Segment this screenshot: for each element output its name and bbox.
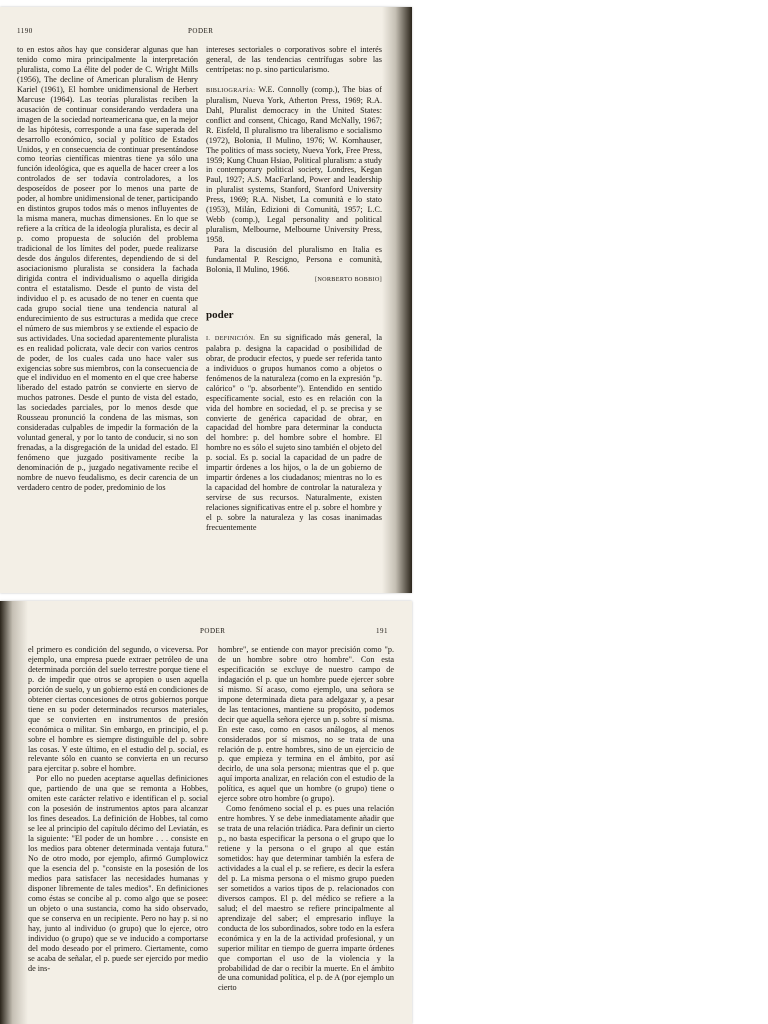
page-number: 191: [376, 627, 388, 635]
lower-book-page: [0, 601, 412, 1024]
definition: [206, 333, 382, 533]
paragraph: el primero es condición del segundo, o viceversa. Por ejemplo, una empresa puede extraer petróleo de una determinada porción del suelo terrestre porque tiene el p. de impedir que otros se apropien o usen aquella porción de suelo, y un gobierno está en condiciones de obtener ciertas concesiones de otros gobiernos porque tiene en su poder determinados recursos materiales, que se convierten en instrumentos de presión económica o militar. Sin embargo, en principio, el p. sobre el hombre es siempre distinguible del p. sobre las cosas. Y este último, en el estudio del p. social, es relevante sólo en cuanto se convierta en un recurso para ejercitar p. sobre el hombre.: [28, 645, 208, 774]
author-signature: [NORBERTO BOBBIO]: [314, 275, 382, 283]
book-spine-shadow: [0, 601, 28, 1024]
page-number: 1190: [17, 27, 33, 35]
paragraph: Por ello no pueden aceptarse aquellas definiciones que, partiendo de una que se remonta a Hobbes, omiten este carácter relativo e identifican el p. social con la posesión de instrumentos aptos para alcanzar los fines deseados. La definición de Hobbes, tal como se lee al principio del capítulo décimo del Leviatán, es la siguiente: "El poder de un hombre . . . consiste en los medios para obtener determinada ventaja futura." No de otro modo, por ejemplo, afirmó Gumplowicz que la esencia del p. "consiste en la posesión de los medios para satisfacer las necesidades humanas y disponer libremente de tales medios". En definiciones como éstas se concibe al p. como algo que se posee: un objeto o una sustancia, como ha sido observado, que se conserva en un recipiente. Pero no hay p. si no hay, junto al individuo (o grupo) que lo ejerce, otro individuo (o grupo) que se ve inducido a comportarse del modo deseado por el primero. Ciertamente, como se acaba de señalar, el p. puede ser ejercido por medio de ins-: [28, 774, 208, 973]
paragraph: Como fenómeno social el p. es pues una relación entre hombres. Y se debe inmediatamente añadir que se trata de una relación triádica. Para definir un cierto p., no basta especificar la persona o el grupo que lo retiene y la persona o el grupo al que están sometidos: hay que determinar también la esfera de actividades a la cual el p. se refiere, es decir la esfera del p. La misma persona o el mismo grupo pueden ser sometidos a varios tipos de p. relacionados con diversos campos. El p. del médico se refiere a la salud; el del maestro se refiere principalmente al aprendizaje del saber; el empresario influye la conducta de los subordinados, sobre todo en la esfera económica y en la de la actividad profesional, y un superior militar en tiempo de guerra imparte órdenes que comportan el uso de la violencia y la probabilidad de dar o recibir la muerte. En el ámbito de una comunidad política, el p. de A (por ejemplo un cierto: [218, 804, 394, 993]
paragraph: hombre", se entiende con mayor precisión como "p. de un hombre sobre otro hombre". Con esta especificación se excluye de nuestro campo de indagación el p. que un hombre puede ejercer sobre sí mismo. Sí acaso, como ejemplo, una señora se impone determinada dieta para adelgazar y, a pesar de las tentaciones, mantiene su propósito, podemos decir que aquella señora ejerce un p. sobre sí misma. En este caso, como en casos análogos, al menos considerados por sí mismos, no se trata de una relación de p. entre hombres, sino de un ejercicio de p. que empieza y termina en el ámbito, por así decirlo, de una sola persona; mientras que el p. que aquí importa analizar, en relación con el estudio de la política, es aquel que un hombre (o grupo) tiene o ejerce sobre otro hombre (o grupo).: [218, 645, 394, 804]
definition-text: En su significado más general, la palabra p. designa la capacidad o posibilidad de obrar, de producir efectos, y puede ser referida tanto a individuos o grupos humanos como a objetos o fenómenos de la naturaleza (como en la expresión "p. calórico" o "p. absorbente"). Entendido en sentido específicamente social, esto es en relación con la vida del hombre en sociedad, el p. se precisa y se convierte de genérica capacidad de obrar, en capacidad del hombre para determinar la conducta del hombre: p. del hombre sobre el hombre. El hombre no es sólo el sujeto sino también el objeto del p. social. Es p. social la capacidad de un padre de impartir órdenes a los hijos, o la de un gobierno de impartir órdenes a los ciudadanos; mientras no lo es la capacidad del hombre de controlar la naturaleza y servirse de sus recursos. Naturalmente, existen relaciones significativas entre el p. sobre el hombre y el p. sobre la naturaleza y las cosas inanimadas frecuentemente: [206, 332, 382, 532]
left-column: [17, 45, 198, 583]
entry-title: poder: [206, 308, 234, 321]
definition-label: I. DEFINICIÓN.: [206, 334, 256, 342]
bibliography-note: Para la discusión del pluralismo en Italia es fundamental P. Rescigno, Persona e comunità, Bolonia, Il Mulino, 1966.: [206, 245, 382, 275]
left-column: [28, 645, 208, 1024]
running-head: PODER: [200, 627, 226, 635]
running-head: PODER: [188, 27, 214, 35]
upper-book-page: [0, 7, 412, 593]
right-column: [206, 45, 382, 583]
book-spine-shadow: [382, 7, 412, 593]
bibliography-text: W.E. Connolly (comp.), The bias of pluralism, Nueva York, Atherton Press, 1969; R.A. Dahl, Pluralist democracy in the United States: conflict and consent, Chicago, Rand McNally, 1967; R. Eisfeld, Il pluralismo tra liberalismo e socialismo (1972), Bolonia, Il Mulino, 1976; W. Kornhauser, The politics of mass society, Nueva York, Free Press, 1959; Kung Chuan Hsiao, Political pluralism: a study in contemporary political society, Londres, Kegan Paul, 1927; A.S. MacFarland, Power and leadership in pluralist systems, Stanford, Stanford University Press, 1969; R.A. Nisbet, La comunità e lo stato (1953), Milán, Edizioni di Comunità, 1957; L.C. Webb (comp.), Legal personality and political pluralism, Melbourne, Melbourne University Press, 1958.: [206, 84, 382, 245]
bibliography: [206, 85, 382, 245]
paragraph: intereses sectoriales o corporativos sobre el interés general, de las tendencias centrífugas sobre las centrípetas: no p. sino particularismo.: [206, 45, 382, 74]
paragraph: to en estos años hay que considerar algunas que han tenido como mira principalmente la interpretación pluralista, como La élite del poder de C. Wright Mills (1956), The decline of American pluralism de Henry Kariel (1961), El hombre unidimensional de Herbert Marcuse (1964). Las teorías pluralistas reciben la acusación de continuar considerando verdadera una imagen de la sociedad norteamericana que, en la mejor de las hipótesis, corresponde a una fase superada del desarrollo económico, social y político de Estados Unidos, y en consecuencia de continuar presentándose como teorías científicas mientras tiene ya sólo una función ideológica, que es aquella de hacer creer a los controlados de ser todavía controladores, a los desposeídos de poseer por lo menos una parte de poder, al hombre unidimensional de tener, participando en distintos grupos todos más o menos influyentes de la misma manera, muchas dimensiones. En lo que se refiere a la crítica de la ideología pluralista, es decir al p. como propuesta de solución del problema tradicional de los límites del poder, puede realizarse desde dos ángulos diferentes, dependiendo de si del asociacionismo pluralista se considera la fachada dirigida contra el individualismo o aquella dirigida contra el estatalismo. Desde el punto de vista del individuo el p. es acusado de no tener en cuenta que cada grupo social tiene una tendencia natural al endurecimiento de sus estructuras a medida que crece el número de sus miembros y se extiende el espacio de sus actividades. Una sociedad aparentemente pluralista es en realidad policrata, vale decir con varios centros de poder, de los cuales cada uno hace valer sus exigencias sobre sus miembros, con la consecuencia de que el individuo en el momento en el que cree haberse liberado del estado patrón se convierte en siervo de muchos patrones. Desde el punto de vista del estado, las sociedades parciales, por lo menos desde que Rousseau pronunció la condena de las mismas, son consideradas culpables de impedir la formación de la voluntad general, y por lo tanto de conducir, si no son frenadas, a la disgregación de la unidad del estado. El fenómeno que juzgado positivamente recibe la denominación de p., juzgado negativamente recibe el nombre de nuevo feudalismo, es decir carencia de un verdadero centro de poder, predominio de los: [17, 45, 198, 492]
bibliography-label: BIBLIOGRAFÍA:: [206, 86, 256, 94]
right-column: [218, 645, 394, 1024]
